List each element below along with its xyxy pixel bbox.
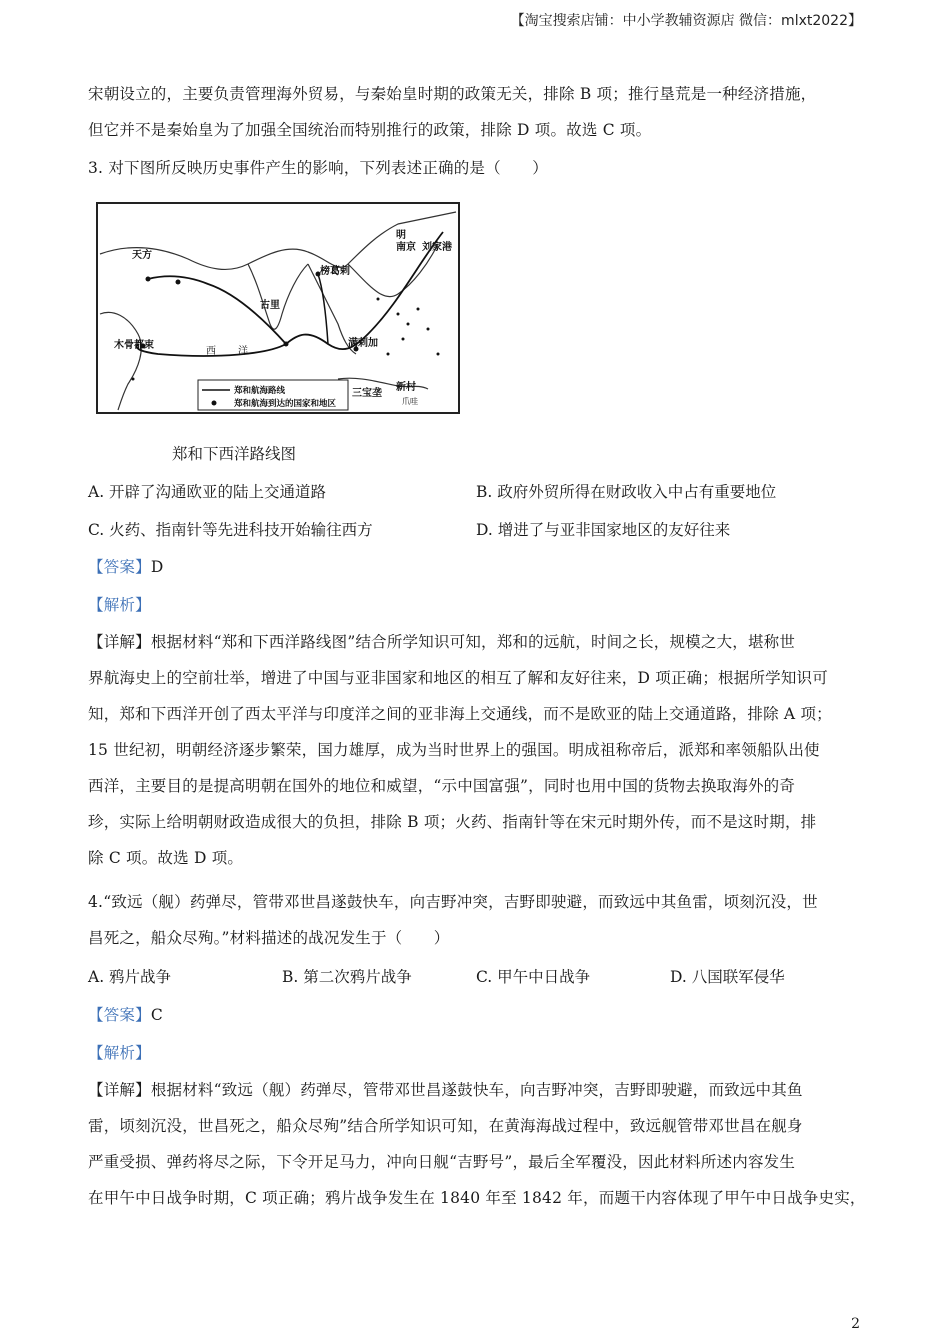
q3-option-c: C. 火药、指南针等先进科技开始输往西方 xyxy=(88,521,373,539)
label-bogela: 榜葛剌 xyxy=(320,266,350,277)
label-chuan: 爪哇 xyxy=(402,397,418,406)
q4-option-b: B. 第二次鸦片战争 xyxy=(282,968,412,986)
q3-detail-line-1: 【详解】根据材料“郑和下西洋路线图”结合所学知识可知，郑和的远航，时间之长，规模之大，堪称世 xyxy=(88,633,796,651)
q3-stem: 3. 对下图所反映历史事件产生的影响，下列表述正确的是（ ） xyxy=(88,159,548,177)
label-liujiagang: 刘家港 xyxy=(422,242,452,253)
label-xi: 西 xyxy=(206,346,216,357)
q3-option-b: B. 政府外贸所得在财政收入中占有重要地位 xyxy=(476,483,777,501)
q4-option-d: D. 八国联军侵华 xyxy=(670,968,785,986)
q4-answer: 【答案】C xyxy=(88,1006,163,1024)
coastline-africa xyxy=(100,312,141,410)
q3-analysis-tag: 【解析】 xyxy=(88,596,151,614)
label-sanbaolong: 三宝垄 xyxy=(352,388,382,399)
page-number: 2 xyxy=(851,1316,860,1332)
label-guli: 古里 xyxy=(260,300,280,311)
q3-detail-line-2: 界航海史上的空前壮举，增进了中国与亚非国家和地区的相互了解和友好往来，D 项正确；根据所学知识可 xyxy=(88,669,828,687)
q3-answer xyxy=(88,555,163,577)
answer-value: D xyxy=(150,558,164,576)
q4-stem-line-2: 昌死之，船众尽殉。”材料描述的战况发生于（ ） xyxy=(88,929,450,947)
q3-detail-line-4: 15 世纪初，明朝经济逐步繁荣，国力雄厚，成为当时世界上的强国。明成祖称帝后，派郑和率领船队出使 xyxy=(88,741,820,759)
label-ming: 明 xyxy=(396,230,406,241)
q3-detail-line-3: 知，郑和下西洋开创了西太平洋与印度洋之间的亚非海上交通线，而不是欧亚的陆上交通道路，排除 A 项； xyxy=(88,705,832,723)
q4-option-c: C. 甲午中日战争 xyxy=(476,968,591,986)
zheng-he-route-map xyxy=(96,202,460,414)
label-yang: 洋 xyxy=(238,346,248,357)
label-xincun: 新村 xyxy=(396,382,416,393)
map-caption: 郑和下西洋路线图 xyxy=(172,445,297,463)
q4-detail-line-2: 雷，顷刻沉没，世昌死之，船众尽殉”结合所学知识可知，在黄海海战过程中，致远舰管带邓世昌在舰身 xyxy=(88,1117,803,1135)
para-top-line-1: 宋朝设立的，主要负责管理海外贸易，与秦始皇时期的政策无关，排除 B 项；推行垦荒是一种经济措施， xyxy=(88,85,817,103)
coastline-india xyxy=(248,264,308,329)
label-tianfang: 天方 xyxy=(132,250,152,261)
q3-detail-line-7: 除 C 项。故选 D 项。 xyxy=(88,849,244,867)
label-mugudushu: 木骨都束 xyxy=(114,340,154,351)
q3-option-d: D. 增进了与亚非国家地区的友好往来 xyxy=(476,521,731,539)
q4-detail-line-3: 严重受损、弹药将尽之际，下令开足马力，冲向日舰“吉野号”，最后全军覆没，因此材料所述内容发生 xyxy=(88,1153,796,1171)
map-drawing xyxy=(98,204,458,412)
q4-detail-line-1: 【详解】根据材料“致远（舰）药弹尽，管带邓世昌遂鼓快车，向吉野冲突，吉野即驶避，而致远中其鱼 xyxy=(88,1081,803,1099)
visited-places xyxy=(132,272,440,381)
q4-stem-line-1: 4.“致远（舰）药弹尽，管带邓世昌遂鼓快车，向吉野冲突，吉野即驶避，而致远中其鱼雷，顷刻沉没，世 xyxy=(88,893,818,911)
legend-route: 郑和航海路线 xyxy=(234,386,286,396)
answer-tag: 【答案】 xyxy=(88,558,151,576)
q4-analysis-tag: 【解析】 xyxy=(88,1044,151,1062)
q4-option-a: A. 鸦片战争 xyxy=(88,968,172,986)
q3-detail-line-5: 西洋，主要目的是提高明朝在国外的地位和威望，“示中国富强”，同时也用中国的货物去换取海外的奇 xyxy=(88,777,796,795)
page-header: 【淘宝搜索店铺：中小学教辅资源店 微信：mlxt2022】 xyxy=(510,13,862,29)
label-nanjing: 南京 xyxy=(396,242,416,253)
q3-option-a: A. 开辟了沟通欧亚的陆上交通道路 xyxy=(88,483,327,501)
para-top-line-2: 但它并不是秦始皇为了加强全国统治而特别推行的政策，排除 D 项。故选 C 项。 xyxy=(88,121,652,139)
legend-places: 郑和航海到达的国家和地区 xyxy=(234,399,337,409)
detail-tag: 【详解】 xyxy=(88,633,151,651)
voyage-route-bengal xyxy=(318,274,328,344)
q3-detail-line-6: 珍，实际上给明朝财政造成很大的负担，排除 B 项；火药、指南针等在宋元时期外传，而不是这时期，排 xyxy=(88,813,817,831)
q4-detail-line-4: 在甲午中日战争时期，C 项正确；鸦片战争发生在 1840 年至 1842 年，而题干内容体现了甲午中日战争史实， xyxy=(88,1189,866,1207)
label-manlajia: 满剌加 xyxy=(348,338,378,349)
